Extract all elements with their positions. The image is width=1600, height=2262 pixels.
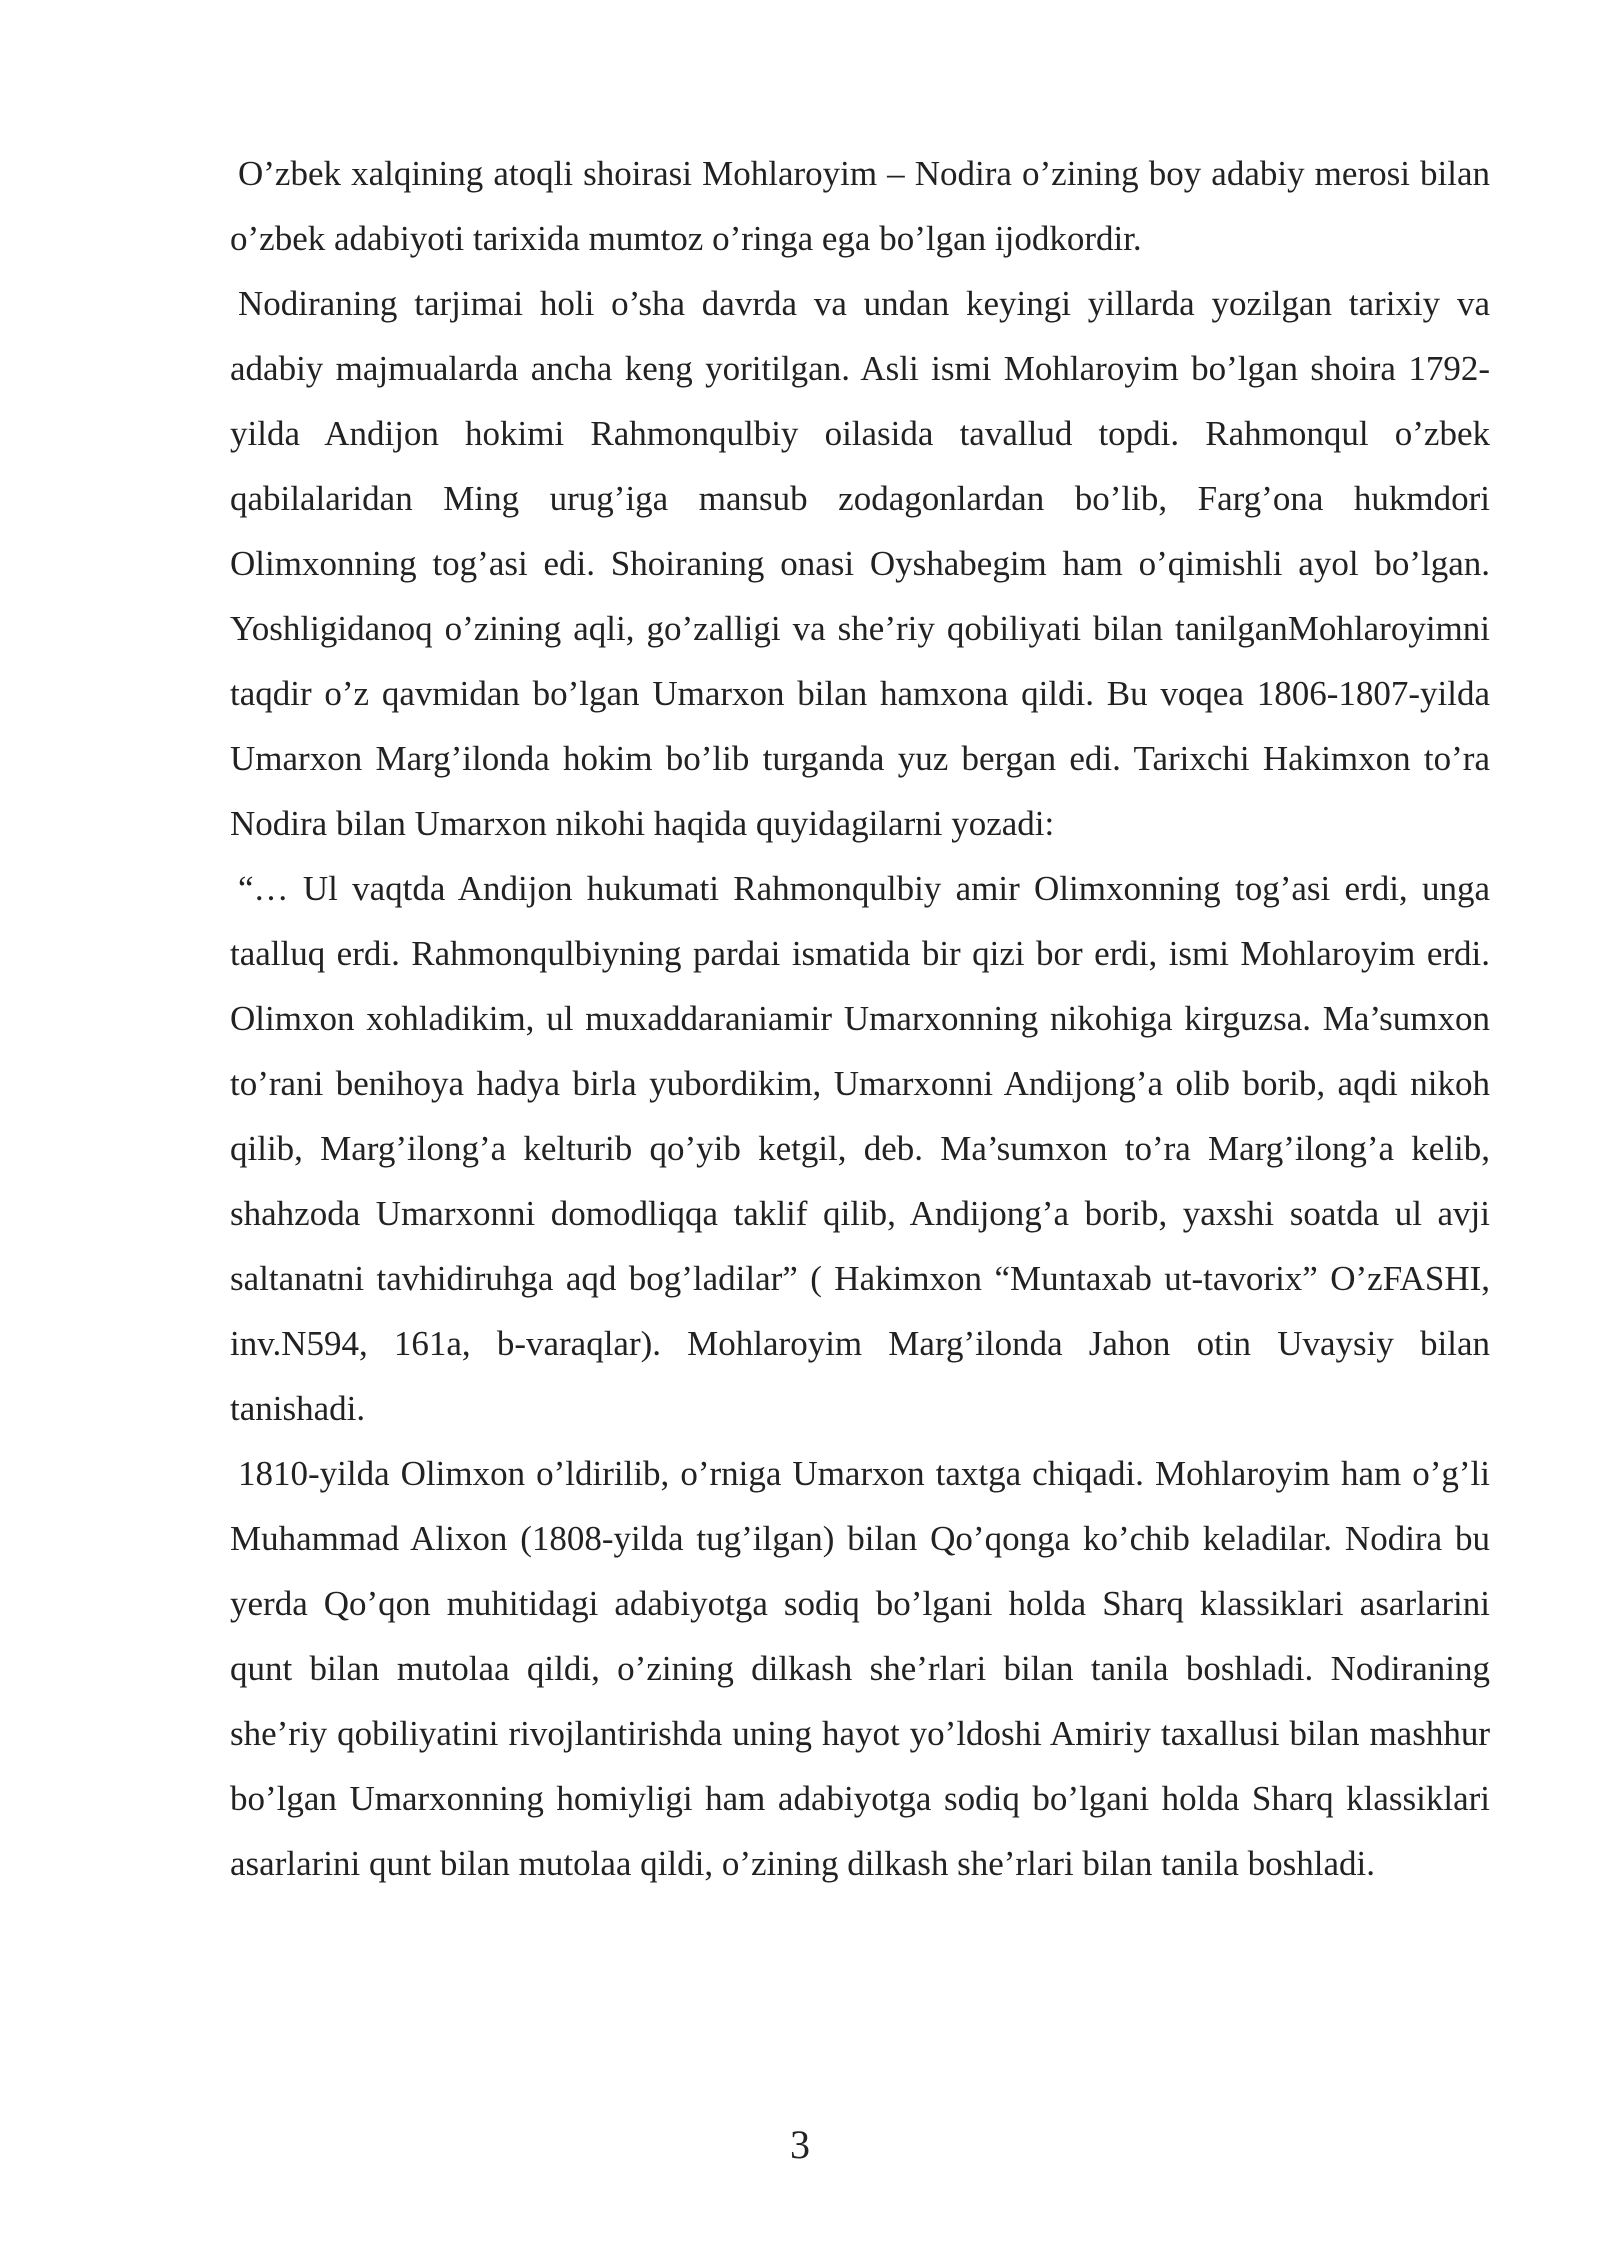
page-number: 3 (790, 2122, 810, 2167)
paragraph-biography: Nodiraning tarjimai holi o’sha davrda va undan keyingi yillarda yozilgan tarixiy va adabiy majmualarda ancha keng yoritilgan. Asli ismi Mohlaroyim bo’lgan shoira 1792-yilda Andijon hokimi Rahmonqulbiy oilasida tavallud topdi. Rahmonqul o’zbek qabilalaridan Ming urug’iga mansub zodagonlardan bo’lib, Farg’ona hukmdori Olimxonning tog’asi edi. Shoiraning onasi Oyshabegim ham o’qimishli ayol bo’lgan. Yoshligidanoq o’zining aqli, go’zalligi va she’riy qobiliyati bilan tanilganMohlaroyimni taqdir o’z qavmidan bo’lgan Umarxon bilan hamxona qildi. Bu voqea 1806-1807-yilda Umarxon Marg’ilonda hokim bo’lib turganda yuz bergan edi. Tarixchi Hakimxon to’ra Nodira bilan Umarxon nikohi haqida quyidagilarni yozadi: (230, 284, 1490, 843)
paragraph-intro: O’zbek xalqining atoqli shoirasi Mohlaroyim – Nodira o’zining boy adabiy merosi bilan o’zbek adabiyoti tarixida mumtoz o’ringa ega bo’lgan ijodkordir. (230, 154, 1490, 258)
paragraph-quotation: “… Ul vaqtda Andijon hukumati Rahmonqulbiy amir Olimxonning tog’asi erdi, unga taalluq erdi. Rahmonqulbiyning pardai ismatida bir qizi bor erdi, ismi Mohlaroyim erdi. Olimxon xohladikim, ul muxaddaraniamir Umarxonning nikohiga kirguzsa. Ma’sumxon to’rani benihoya hadya birla yubordikim, Umarxonni Andijong’a olib borib, aqdi nikoh qilib, Marg’ilong’a kelturib qo’yib ketgil, deb. Ma’sumxon to’ra Marg’ilong’a kelib, shahzoda Umarxonni domodliqqa taklif qilib, Andijong’a borib, yaxshi soatda ul avji saltanatni tavhidiruhga aqd bog’ladilar” ( Hakimxon “Muntaxab ut-tavorix” O’zFASHI, inv.N594, 161a, b-varaqlar). Mohlaroyim Marg’ilonda Jahon otin Uvaysiy bilan tanishadi. (230, 869, 1490, 1428)
paragraph-kokand: 1810-yilda Olimxon o’ldirilib, o’rniga Umarxon taxtga chiqadi. Mohlaroyim ham o’g’li Muhammad Alixon (1808-yilda tug’ilgan) bilan Qo’qonga ko’chib keladilar. Nodira bu yerda Qo’qon muhitidagi adabiyotga sodiq bo’lgani holda Sharq klassiklari asarlarini qunt bilan mutolaa qildi, o’zining dilkash she’rlari bilan tanila boshladi. Nodiraning she’riy qobiliyatini rivojlantirishda uning hayot yo’ldoshi Amiriy taxallusi bilan mashhur bo’lgan Umarxonning homiyligi ham adabiyotga sodiq bo’lgani holda Sharq klassiklari asarlarini qunt bilan mutolaa qildi, o’zining dilkash she’rlari bilan tanila boshladi. (230, 1454, 1490, 1883)
document-body (230, 141, 1490, 1896)
